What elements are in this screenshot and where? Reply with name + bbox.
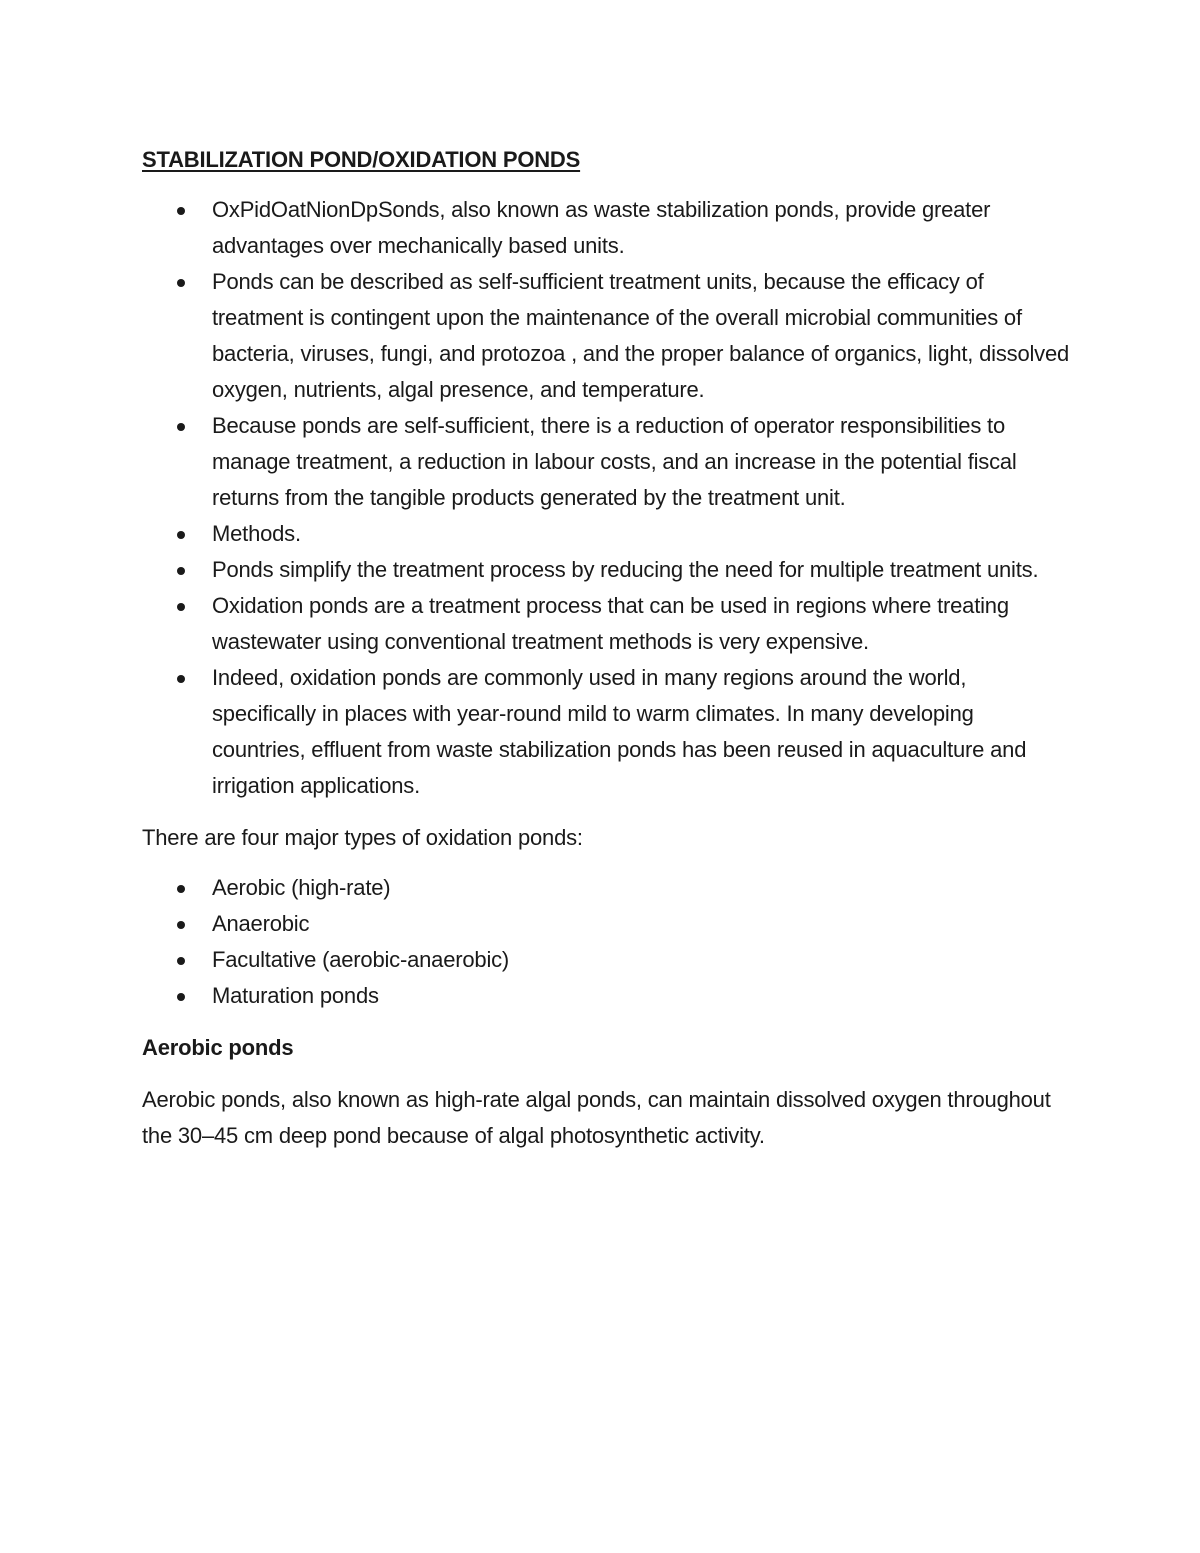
list-item (142, 870, 1072, 906)
list-item-text: Maturation ponds (212, 983, 379, 1008)
bullet-icon (177, 675, 185, 683)
bullet-icon (177, 921, 185, 929)
types-intro-paragraph: There are four major types of oxidation ponds: (142, 825, 583, 850)
list-item-text: Facultative (aerobic-anaerobic) (212, 947, 510, 972)
pond-types-list (142, 870, 1072, 1014)
document-page (142, 146, 1072, 1154)
overview-bullet-list (142, 192, 1072, 804)
bullet-icon (177, 531, 185, 539)
list-item (142, 978, 1072, 1014)
list-item-text: Aerobic (high-rate) (212, 875, 391, 900)
list-item-text: Oxidation ponds are a treatment process that can be used in regions where treating wastewater using conventional treatment methods is very expensive. (212, 593, 1009, 654)
page-title: STABILIZATION POND/OXIDATION PONDS (142, 147, 581, 172)
bullet-icon (177, 957, 185, 965)
list-item (142, 264, 1072, 408)
list-item-text: OxPidOatNionDpSonds, also known as waste stabilization ponds, provide greater advantages over mechanically based units. (212, 197, 991, 258)
bullet-icon (177, 567, 185, 575)
list-item-text: Anaerobic (212, 911, 310, 936)
bullet-icon (177, 603, 185, 611)
bullet-icon (177, 279, 185, 287)
list-item-text: Methods. (212, 521, 301, 546)
section-heading: Aerobic ponds (142, 1035, 294, 1060)
list-item (142, 192, 1072, 264)
list-item (142, 660, 1072, 804)
list-item (142, 408, 1072, 516)
list-item (142, 552, 1072, 588)
bullet-icon (177, 207, 185, 215)
section-body-paragraph: Aerobic ponds, also known as high-rate algal ponds, can maintain dissolved oxygen throughout the 30–45 cm deep pond because of algal photosynthetic activity. (142, 1087, 1051, 1148)
list-item-text: Ponds simplify the treatment process by reducing the need for multiple treatment units. (212, 557, 1039, 582)
list-item-text: Because ponds are self-sufficient, there is a reduction of operator responsibilities to manage treatment, a reduction in labour costs, and an increase in the potential fiscal returns from the tangible products generated by the treatment unit. (212, 413, 1017, 510)
list-item (142, 588, 1072, 660)
list-item (142, 942, 1072, 978)
list-item-text: Indeed, oxidation ponds are commonly used in many regions around the world, specifically in places with year-round mild to warm climates. In many developing countries, effluent from waste stabilization ponds has been reused in aquaculture and irrigation applications. (212, 665, 1027, 798)
bullet-icon (177, 885, 185, 893)
list-item-text: Ponds can be described as self-sufficient treatment units, because the efficacy of treatment is contingent upon the maintenance of the overall microbial communities of bacteria, viruses, fungi, and protozoa , and the proper balance of organics, light, dissolved oxygen, nutrients, algal presence, and temperature. (212, 269, 1070, 402)
list-item (142, 516, 1072, 552)
bullet-icon (177, 423, 185, 431)
list-item (142, 906, 1072, 942)
bullet-icon (177, 993, 185, 1001)
